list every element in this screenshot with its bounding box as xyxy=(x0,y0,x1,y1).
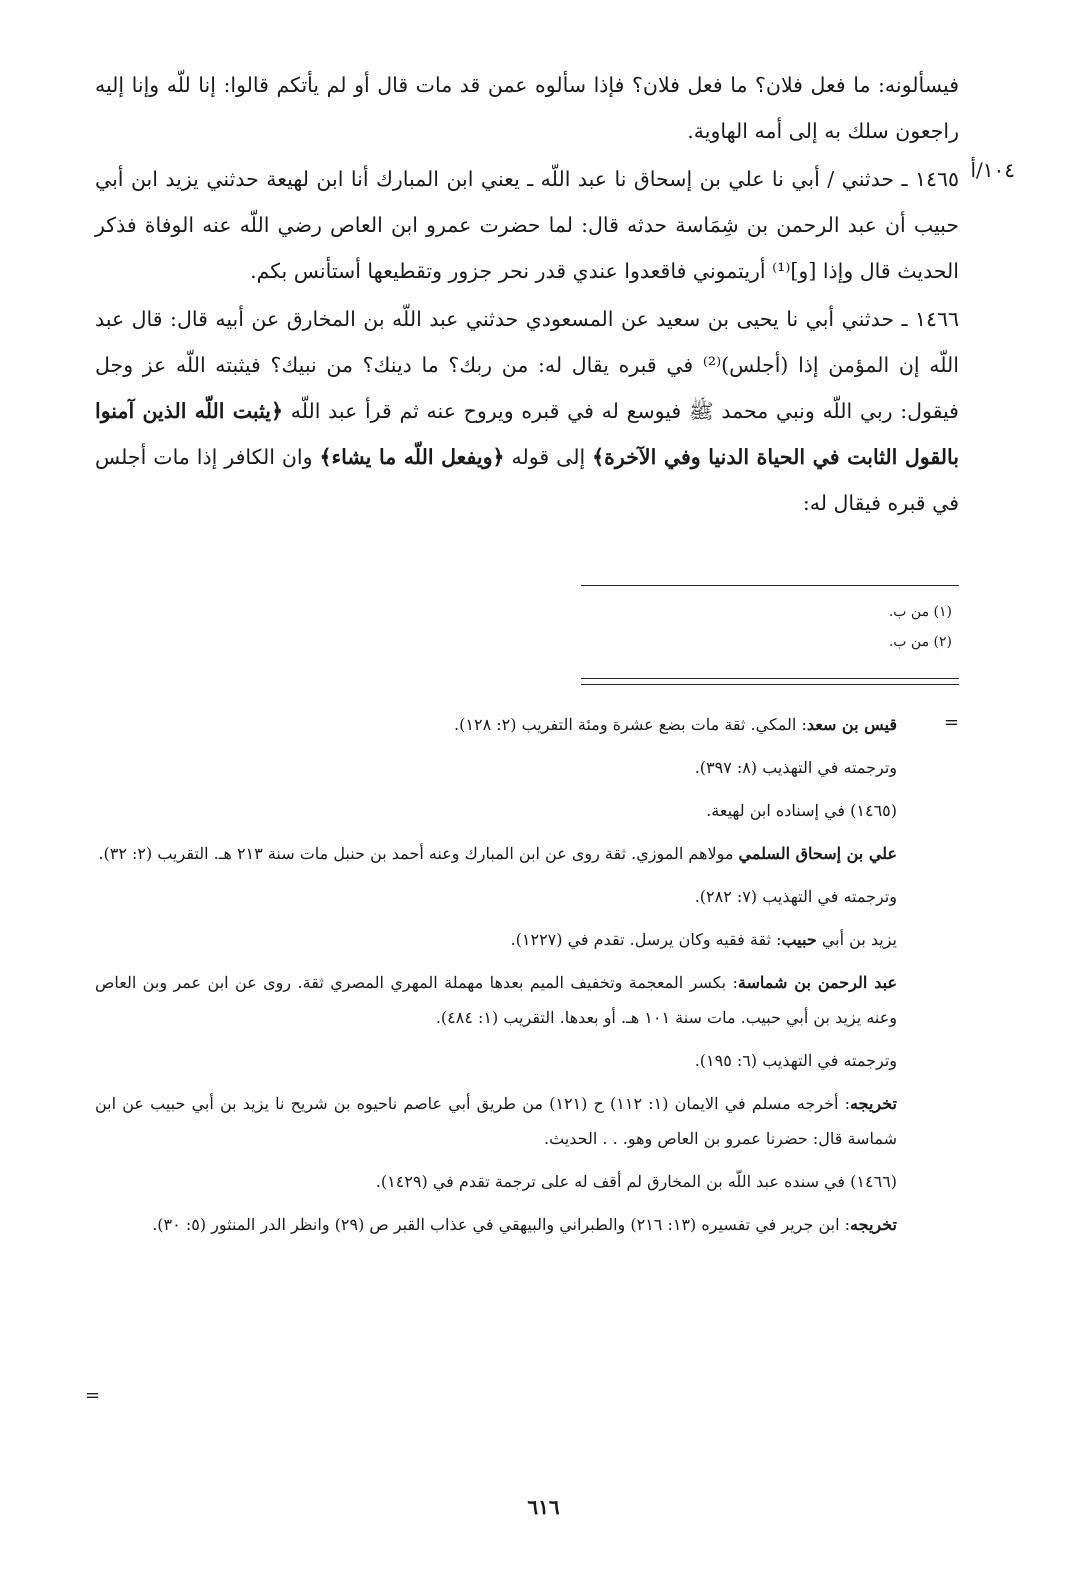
commentary-text: يزيد بن أبي xyxy=(816,930,897,949)
commentary-text: : ثقة فقيه وكان يرسل. تقدم في (١٢٢٧). xyxy=(510,930,782,949)
commentary-line-11 xyxy=(95,1207,897,1242)
commentary-line-8: وترجمته في التهذيب (٦: ١٩٥). xyxy=(694,1051,897,1070)
takhrij-label: تخريجه xyxy=(850,1215,897,1234)
commentary-line-10: (١٤٦٦) في سنده عبد اللّه بن المخارق لم أقف له على ترجمة تقدم في (١٤٢٩). xyxy=(375,1172,897,1191)
margin-folio-ref: ١٠٤/أ xyxy=(970,158,1015,182)
commentary-line-7 xyxy=(95,965,897,1035)
footnotes xyxy=(889,597,952,657)
commentary-line-2: وترجمته في التهذيب (٨: ٣٩٧). xyxy=(694,758,897,777)
hadith-1466-text-b: إلى قوله xyxy=(511,445,586,469)
commentary-line-1 xyxy=(95,707,897,742)
continuation-marker: = xyxy=(943,712,959,733)
commentary-text: : المكي. ثقة مات بضع عشرة ومئة التفريب (٢: ١٢٨). xyxy=(454,715,807,734)
quran-quote-1: ﴿يثبت اللّه الذين آمنوا بالقول الثابت في الحياة الدنيا وفي الآخرة﴾ xyxy=(95,399,959,469)
hadith-1466-text-a: ١٤٦٦ ـ حدثني أبي نا يحيى بن سعيد عن المسعودي حدثني عبد اللّه بن المخارق عن أبيه قال: قال عبد اللّه إن المؤمن إذا (أجلس)⁽²⁾ في قبره يقال له: من ربك؟ ما دينك؟ من نبيك؟ فيثبته اللّه عز وجل فيقول: ربي اللّه ونبي محمد ﷺ فيوسع له في قبره ويروح عنه ثم قرأ عبد اللّه xyxy=(95,307,959,423)
main-text xyxy=(95,62,959,526)
quran-quote-2: ﴿ويفعل اللّه ما يشاء﴾ xyxy=(319,445,505,469)
commentary-line-3: (١٤٦٥) في إسناده ابن لهيعة. xyxy=(706,801,897,820)
commentary-line-4 xyxy=(95,836,897,871)
hadith-1466-text-c: وان الكافر إذا مات أجلس في قبره فيقال له: xyxy=(95,445,959,515)
commentary-line-9 xyxy=(95,1086,897,1156)
commentary-line-6 xyxy=(95,922,897,957)
commentary-text: : أخرجه مسلم في الايمان (١: ١١٢) ح (١٢١) من طريق أبي عاصم ناحيوه بن شريح نا يزيد بن أبي حبيب عن ابن شماسة قال: حضرنا عمرو بن العاص وهو. . . الحديث. xyxy=(95,1094,897,1148)
hadith-1465: ١٤٦٥ ـ حدثني / أبي نا علي بن إسحاق نا عبد اللّه ـ يعني ابن المبارك أنا ابن لهيعة حدثني يزيد ابن أبي حبيب أن عبد الرحمن بن شِمَاسة حدثه قال: لما حضرت عمرو ابن العاص رضي اللّه عنه الوفاة فذكر الحديث قال وإذا [و]⁽¹⁾ أريتموني فاقعدوا عندي قدر نحر جزور وتقطيعها أستأنس بكم. xyxy=(95,167,959,283)
commentary xyxy=(95,707,897,1250)
commentary-divider xyxy=(581,678,959,685)
commentary-text: : بكسر المعجمة وتخفيف الميم بعدها مهملة المهري المصري ثقة. روى عن ابن عمر وبن العاص وعنه يزيد بن أبي حبيب. مات سنة ١٠١ هـ. أو بعدها. التقريب (١: ٤٨٤). xyxy=(95,973,897,1027)
footnote-divider xyxy=(581,585,959,586)
takhrij-label: تخريجه xyxy=(850,1094,897,1113)
hadith-1466 xyxy=(95,296,959,526)
commentary-line-5: وترجمته في التهذيب (٧: ٢٨٢). xyxy=(694,887,897,906)
page-number: ٦١٦ xyxy=(527,1495,560,1519)
commentary-text: : ابن جرير في تفسيره (١٣: ٢١٦) والطبراني والبيهقي في عذاب القبر ص (٢٩) وانظر الدر المنثور (٥: ٣٠). xyxy=(152,1215,851,1234)
narrator-name: قيس بن سعد xyxy=(806,715,897,734)
footnote-1: (١) من ب. xyxy=(888,604,952,620)
end-marker: = xyxy=(85,1385,101,1406)
commentary-text: مولاهم الموزي. ثقة روى عن ابن المبارك وعنه أحمد بن حنبل مات سنة ٢١٣ هـ. التقريب (٢: ٣٢). xyxy=(98,844,739,863)
narrator-name: عبد الرحمن بن شماسة xyxy=(737,973,897,992)
paragraph-1: فيسألونه: ما فعل فلان؟ ما فعل فلان؟ فإذا سألوه عمن قد مات قال أو لم يأتكم قالوا: إنا للّه وإنا إليه راجعون سلك به إلى أمه الهاوية. xyxy=(95,73,959,143)
narrator-name: حبيب xyxy=(781,930,817,949)
narrator-name: علي بن إسحاق السلمي xyxy=(738,844,897,863)
footnote-2: (٢) من ب. xyxy=(888,634,952,650)
